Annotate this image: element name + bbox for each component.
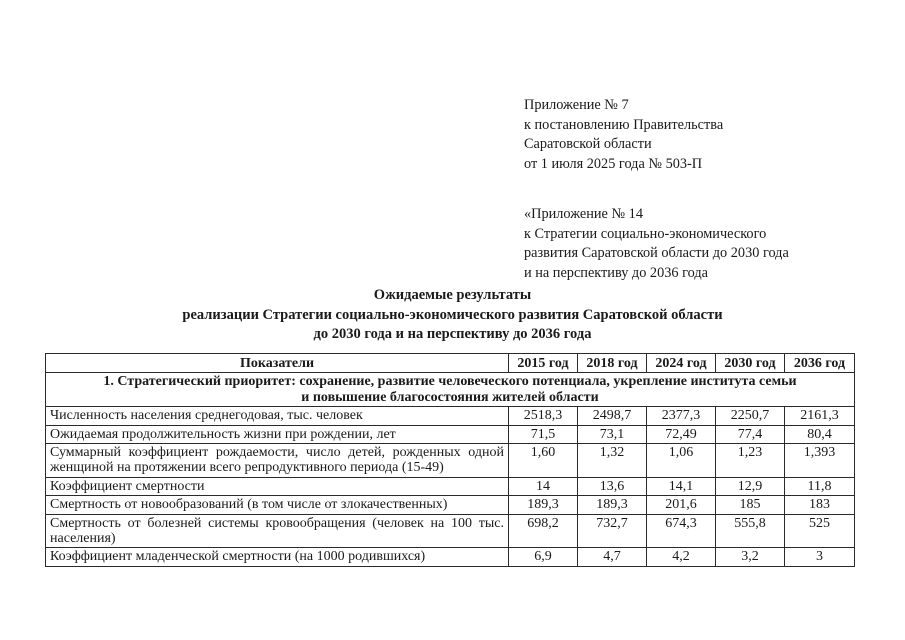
value-cell: 189,3 [578,496,647,514]
section-row [46,373,855,407]
column-header-2015: 2015 год [509,354,578,373]
table-row [46,425,855,443]
table-row [46,407,855,425]
column-header-2018: 2018 год [578,354,647,373]
value-cell: 2250,7 [716,407,785,425]
column-header-2030: 2030 год [716,354,785,373]
value-cell: 525 [785,514,855,548]
title-line: Ожидаемые результаты [373,287,532,303]
annex-secondary-line: «Приложение № 14 [524,206,643,222]
value-cell: 12,9 [716,477,785,495]
value-cell: 555,8 [716,514,785,548]
table-row [46,444,855,478]
value-cell: 185 [716,496,785,514]
annex-secondary-line: развития Саратовской области до 2030 года [524,245,789,262]
table-header-row [46,354,855,373]
value-cell: 77,4 [716,425,785,443]
value-cell: 189,3 [509,496,578,514]
table-row [46,514,855,548]
value-cell: 1,06 [647,444,716,478]
value-cell: 72,49 [647,425,716,443]
annex-primary-block [524,96,723,174]
value-cell: 73,1 [578,425,647,443]
indicator-cell: Ожидаемая продолжительность жизни при рождении, лет [46,425,509,443]
column-header-2036: 2036 год [785,354,855,373]
value-cell: 732,7 [578,514,647,548]
value-cell: 6,9 [509,548,578,566]
section-title-line: и повышение благосостояния жителей области [301,389,599,405]
value-cell: 698,2 [509,514,578,548]
table-row [46,496,855,514]
title-line: до 2030 года и на перспективу до 2036 года [313,326,592,342]
indicator-cell: Численность населения среднегодовая, тыс. человек [46,407,509,425]
value-cell: 183 [785,496,855,514]
value-cell: 3,2 [716,548,785,566]
value-cell: 13,6 [578,477,647,495]
annex-primary-line: Приложение № 7 [524,97,629,113]
results-table [45,353,855,567]
indicator-cell: Коэффициент младенческой смертности (на 1000 родившихся) [46,548,509,566]
annex-primary-line: от 1 июля 2025 года № 503-П [524,155,703,172]
annex-secondary-line: и на перспективу до 2036 года [524,264,708,281]
indicator-cell: Смертность от болезней системы кровообращения (человек на 100 тыс. населения) [46,514,509,548]
annex-primary-line: к постановлению Правительства [524,116,724,133]
value-cell: 201,6 [647,496,716,514]
value-cell: 2161,3 [785,407,855,425]
value-cell: 71,5 [509,425,578,443]
value-cell: 80,4 [785,425,855,443]
column-header-2024: 2024 год [647,354,716,373]
column-header-indicators: Показатели [46,354,509,373]
indicator-cell: Коэффициент смертности [46,477,509,495]
section-title-line: 1. Стратегический приоритет: сохранение, развитие человеческого потенциала, укрепление института семьи [103,374,797,390]
document-title [0,286,905,345]
value-cell: 3 [785,548,855,566]
value-cell: 1,32 [578,444,647,478]
value-cell: 14,1 [647,477,716,495]
indicator-cell: Суммарный коэффициент рождаемости, число детей, рожденных одной женщиной на протяжении всего репродуктивного периода (15-49) [46,444,509,478]
annex-primary-line: Саратовской области [524,136,652,153]
title-line: реализации Стратегии социально-экономического развития Саратовской области [182,306,723,323]
section-title [46,373,855,407]
value-cell: 2498,7 [578,407,647,425]
value-cell: 2518,3 [509,407,578,425]
table-row [46,548,855,566]
value-cell: 1,60 [509,444,578,478]
value-cell: 1,23 [716,444,785,478]
annex-secondary-line: к Стратегии социально-экономического [524,225,767,242]
annex-secondary-block [524,205,789,283]
indicator-cell: Смертность от новообразований (в том числе от злокачественных) [46,496,509,514]
value-cell: 4,2 [647,548,716,566]
value-cell: 2377,3 [647,407,716,425]
value-cell: 11,8 [785,477,855,495]
value-cell: 4,7 [578,548,647,566]
value-cell: 14 [509,477,578,495]
value-cell: 1,393 [785,444,855,478]
table-row [46,477,855,495]
value-cell: 674,3 [647,514,716,548]
